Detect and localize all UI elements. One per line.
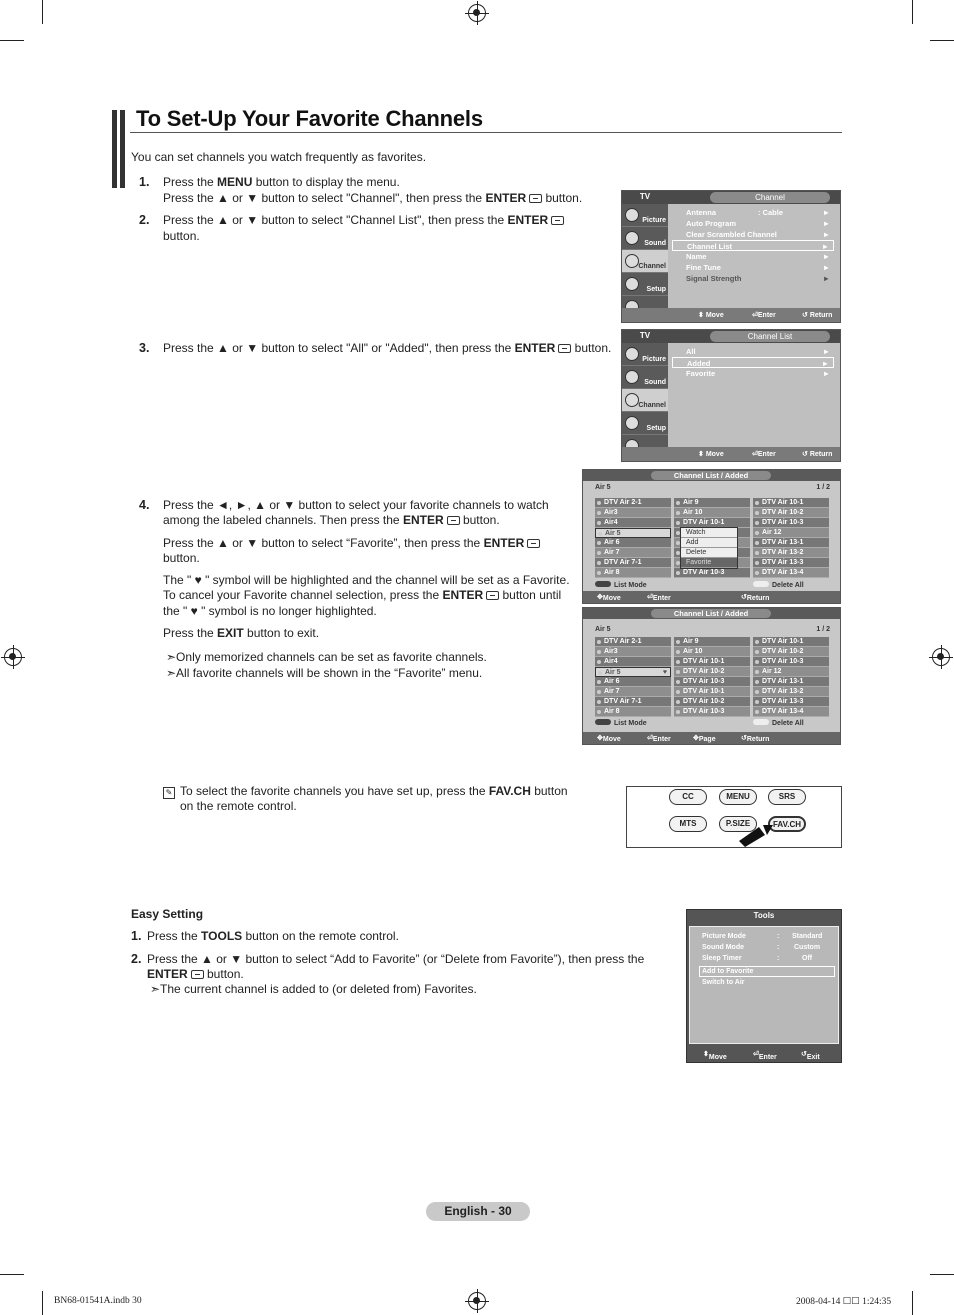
enter-hint: ⏎ Enter: [647, 594, 671, 602]
step-1-line-1: [163, 175, 400, 191]
key-label: TOOLS: [201, 929, 243, 943]
text: button: [530, 784, 568, 798]
item-value: Custom: [794, 944, 821, 951]
arrow-right-icon: ►: [822, 252, 830, 261]
menu-item-channel-list[interactable]: [672, 240, 834, 251]
channel-item[interactable]: DTV Air 7-1: [595, 558, 671, 568]
channel-item[interactable]: DTV Air 10-3: [753, 518, 829, 528]
item-label: Sleep Timer: [702, 955, 742, 962]
current-channel: Air 5: [595, 626, 611, 633]
key-label: ENTER: [485, 191, 527, 205]
step-4-para-3-line-3: the " ♥ " symbol is no longer highlighted.: [163, 604, 377, 618]
arrow-right-icon: ►: [822, 263, 830, 272]
channel-item[interactable]: Air3: [595, 508, 671, 518]
menu-sidebar: [622, 343, 668, 447]
item-label: All: [686, 347, 696, 356]
registration-mark-icon: [4, 648, 22, 666]
cc-button[interactable]: CC: [669, 789, 707, 805]
mts-button[interactable]: MTS: [669, 816, 707, 832]
return-hint: ↺ Return: [741, 594, 770, 602]
intro-text: You can set channels you watch frequently as favorites.: [131, 150, 427, 164]
channel-item[interactable]: DTV Air 13-3: [753, 558, 829, 568]
enter-icon: [529, 194, 542, 203]
sidebar-item-setup[interactable]: [622, 412, 668, 435]
page-indicator: 1 / 2: [816, 626, 830, 633]
channel-item[interactable]: DTV Air 10-3: [674, 707, 750, 717]
key-label: ENTER: [514, 341, 556, 355]
item-label: Add to Favorite: [702, 968, 754, 975]
move-hint: ⬍ Move: [703, 1051, 727, 1061]
hint-label: Move: [705, 451, 724, 458]
menu-button[interactable]: MENU: [719, 789, 757, 805]
move-hint: ✥ Move: [597, 594, 621, 602]
channel-item[interactable]: DTV Air 13-4: [753, 707, 829, 717]
pointer-arrow-icon: [735, 825, 775, 849]
enter-hint: ⏎ Enter: [753, 1051, 777, 1061]
key-label: ENTER: [442, 588, 484, 602]
setup-icon: [625, 416, 639, 430]
enter-icon: [191, 970, 204, 979]
item-label: Switch to Air: [702, 979, 745, 986]
list-subheader: [595, 484, 830, 491]
channel-item-selected[interactable]: [595, 667, 671, 677]
return-hint: ↺ Return: [741, 735, 770, 743]
list-title: Channel List / Added: [651, 609, 771, 618]
channel-icon: [625, 393, 639, 407]
title-bar-decoration: [120, 110, 125, 188]
hint-label: Delete All: [772, 720, 804, 727]
channel-list-menu-screen: [621, 329, 841, 462]
tools-item-add-to-favorite[interactable]: [699, 966, 835, 977]
registration-mark-icon: [932, 648, 950, 666]
tools-footer: [687, 1046, 841, 1062]
hint-label: Move: [602, 595, 621, 602]
item-separator: :: [777, 944, 780, 951]
menu-item-clear-scrambled[interactable]: [672, 229, 834, 240]
sidebar-label: Setup: [646, 286, 666, 293]
srs-button[interactable]: SRS: [768, 789, 806, 805]
button-pill-icon: [595, 581, 611, 587]
channel-item[interactable]: DTV Air 10-3: [753, 657, 829, 667]
text: button.: [542, 191, 583, 205]
channel-list-screen-favorite: [582, 607, 841, 745]
text: Press the ▲ or ▼ button to select “Favorite”, then press the: [163, 536, 484, 550]
hint-label: Delete All: [772, 582, 804, 589]
channel-column: [674, 637, 750, 717]
channel-icon: [625, 254, 639, 268]
button-pill-icon: [753, 581, 769, 587]
heart-icon: ♥: [662, 669, 667, 676]
channel-item[interactable]: Air4: [595, 657, 671, 667]
registration-mark-icon: [468, 1292, 486, 1310]
text: button on the remote control.: [242, 929, 399, 943]
item-value: : Cable: [758, 208, 784, 217]
arrow-right-icon: ►: [822, 230, 830, 239]
button-pill-icon: [753, 719, 769, 725]
list-footer: [583, 732, 840, 744]
channel-item[interactable]: Air 9: [674, 498, 750, 508]
arrow-right-icon: ►: [821, 359, 829, 368]
text: button until: [499, 588, 562, 602]
page-title: To Set-Up Your Favorite Channels: [136, 106, 483, 131]
step-number: 1.: [139, 175, 150, 189]
channel-item[interactable]: DTV Air 13-4: [753, 568, 829, 578]
text: button.: [459, 513, 500, 527]
menu-item-favorite[interactable]: [672, 368, 834, 379]
picture-icon: [625, 347, 639, 361]
channel-item[interactable]: Air4: [595, 518, 671, 528]
crop-mark: [0, 1274, 24, 1275]
footer-timestamp: 2008-04-14 ☐☐ 1:24:35: [796, 1297, 892, 1307]
easy-setting-heading: Easy Setting: [131, 907, 204, 921]
note-memorized: ➣Only memorized channels can be set as favorite channels.: [166, 650, 487, 664]
channel-column: [595, 498, 671, 578]
sound-icon: [625, 370, 639, 384]
channel-label: Air 5: [605, 669, 621, 676]
channel-item[interactable]: DTV Air 13-1: [753, 538, 829, 548]
channel-item[interactable]: DTV Air 7-1: [595, 697, 671, 707]
favch-button[interactable]: FAV.CH: [768, 816, 806, 832]
channel-item[interactable]: Air3: [595, 647, 671, 657]
text: among the labeled channels. Then press the: [163, 513, 403, 527]
sidebar-label: Channel: [638, 402, 666, 409]
menu-footer: [622, 308, 840, 322]
key-label: ENTER: [402, 513, 444, 527]
text: Press the: [147, 929, 202, 943]
sidebar-item-picture[interactable]: [622, 343, 668, 366]
arrow-right-icon: ►: [822, 369, 830, 378]
text: Press the: [163, 626, 218, 640]
tools-body: [689, 926, 839, 1044]
title-divider: [130, 132, 842, 133]
crop-mark: [42, 0, 43, 24]
hint-label: Return: [746, 736, 770, 743]
hint-label: Move: [602, 736, 621, 743]
easy-step-2-line-2: [147, 967, 244, 983]
sidebar-label: Channel: [638, 263, 666, 270]
easy-note: ➣The current channel is added to (or deleted from) Favorites.: [150, 982, 477, 996]
delete-all-hint: [753, 719, 804, 727]
list-mode-hint: [595, 719, 647, 727]
item-label: Auto Program: [686, 219, 737, 228]
setup-icon: [625, 277, 639, 291]
easy-step-1: [147, 929, 399, 945]
sidebar-item-setup[interactable]: [622, 273, 668, 296]
channel-item[interactable]: DTV Air 10-1: [674, 518, 750, 528]
list-header: [583, 470, 840, 481]
key-label: ENTER: [147, 967, 188, 981]
channel-item[interactable]: DTV Air 13-1: [753, 677, 829, 687]
note-favorite-menu: ➣All favorite channels will be shown in the “Favorite” menu.: [166, 666, 483, 680]
channel-column: [753, 637, 829, 717]
menu-title: Channel: [710, 192, 830, 203]
channel-column: [753, 498, 829, 578]
channel-item[interactable]: Air 7: [595, 548, 671, 558]
text: Press the ▲ or ▼ button to select "Channel", then press the: [163, 191, 486, 205]
key-label: MENU: [217, 175, 253, 189]
item-label: Picture Mode: [702, 933, 746, 940]
sidebar-label: Sound: [644, 379, 666, 386]
channel-item[interactable]: Air 10: [674, 647, 750, 657]
sidebar-item-channel[interactable]: [622, 250, 668, 273]
channel-item[interactable]: Air 8: [595, 568, 671, 578]
channel-item[interactable]: DTV Air 13-2: [753, 548, 829, 558]
remote-control-illustration: [626, 786, 842, 848]
sidebar-item-sound[interactable]: [622, 227, 668, 250]
menu-header: [622, 330, 840, 343]
key-label: ENTER: [483, 536, 525, 550]
exit-hint: ↺ Exit: [801, 1051, 820, 1061]
key-label: FAV.CH: [488, 784, 531, 798]
menu-item-added[interactable]: [672, 357, 834, 368]
text: Press the: [163, 175, 218, 189]
title-bar-decoration: [112, 110, 117, 188]
arrow-right-icon: ►: [822, 274, 830, 283]
hint-label: List Mode: [614, 582, 647, 589]
channel-item[interactable]: DTV Air 10-2: [753, 508, 829, 518]
enter-icon: [558, 344, 571, 353]
text: Press the ▲ or ▼ button to select "All" or "Added", then press the: [163, 341, 515, 355]
channel-item[interactable]: DTV Air 13-3: [753, 697, 829, 707]
return-hint: ↺ Return: [802, 312, 833, 319]
step-number: 1.: [131, 929, 142, 943]
sidebar-label: Setup: [646, 425, 666, 432]
item-value: Off: [802, 955, 813, 962]
button-pill-icon: [595, 719, 611, 725]
enter-icon: [551, 216, 564, 225]
sidebar-label: Picture: [642, 356, 666, 363]
menu-item-auto-program[interactable]: [672, 218, 834, 229]
crop-mark: [930, 1274, 954, 1275]
menu-items: [672, 207, 834, 284]
tv-label: TV: [639, 192, 651, 201]
move-hint: ✥ Move: [597, 735, 621, 743]
item-label: Channel List: [687, 242, 733, 251]
item-label: Fine Tune: [686, 263, 721, 272]
popup-item-favorite[interactable]: Favorite: [681, 558, 737, 568]
sidebar-item-sound[interactable]: [622, 366, 668, 389]
hint-label: Return: [809, 451, 833, 458]
menu-item-all[interactable]: [672, 346, 834, 357]
arrow-right-icon: ►: [822, 347, 830, 356]
enter-hint: ⏎Enter: [752, 312, 776, 319]
text: button to display the menu.: [252, 175, 400, 189]
text: button to exit.: [243, 626, 320, 640]
text: To select the favorite channels you have set up, press the: [180, 784, 489, 798]
sidebar-label: Picture: [642, 217, 666, 224]
channel-item[interactable]: DTV Air 10-3: [674, 677, 750, 687]
item-label: Clear Scrambled Channel: [686, 230, 777, 239]
hint-label: Return: [746, 595, 770, 602]
list-header: [583, 608, 840, 619]
enter-icon: [447, 516, 460, 525]
menu-sidebar: [622, 204, 668, 308]
channel-item[interactable]: Air 12: [753, 528, 829, 538]
favch-note-line-1: [180, 784, 568, 800]
step-number: 3.: [139, 341, 150, 355]
crop-mark: [42, 1291, 43, 1315]
hint-label: Enter: [652, 736, 671, 743]
item-label: Added: [687, 359, 711, 368]
crop-mark: [912, 0, 913, 24]
channel-item[interactable]: Air 8: [595, 707, 671, 717]
step-3-line: [163, 341, 611, 357]
hint-label: Enter: [757, 451, 776, 458]
hint-label: Exit: [806, 1054, 820, 1061]
text: button.: [203, 967, 244, 981]
item-separator: :: [777, 955, 780, 962]
channel-item[interactable]: Air 10: [674, 508, 750, 518]
text: To cancel your Favorite channel selection, press the: [163, 588, 443, 602]
item-label: Signal Strength: [686, 274, 742, 283]
step-1-line-2: [163, 191, 582, 207]
easy-step-2-line-1: Press the ▲ or ▼ button to select “Add to Favorite” (or “Delete from Favorite”), then press the: [147, 952, 645, 966]
channel-item[interactable]: DTV Air 2-1: [595, 637, 671, 647]
channel-item[interactable]: Air 9: [674, 637, 750, 647]
channel-item-selected[interactable]: Air 5: [595, 528, 671, 538]
step-4-para-3-line-1: The " ♥ " symbol will be highlighted and the channel will be set as a Favorite.: [163, 573, 570, 587]
channel-item[interactable]: DTV Air 10-3: [674, 568, 750, 578]
hint-label: Enter: [652, 595, 671, 602]
sidebar-item-channel[interactable]: [622, 389, 668, 412]
item-label: Antenna: [686, 208, 716, 217]
item-label: Favorite: [686, 369, 716, 378]
channel-item[interactable]: Air 12: [753, 667, 829, 677]
popup-item-watch[interactable]: Watch: [681, 528, 737, 538]
note-icon: ✎: [163, 787, 175, 799]
page-hint: ✥ Page: [693, 735, 716, 743]
footer-file-info: BN68-01541A.indb 30: [54, 1296, 142, 1306]
delete-all-hint: [753, 581, 804, 589]
channel-item[interactable]: DTV Air 10-2: [753, 647, 829, 657]
step-2-line-2: button.: [163, 229, 200, 243]
return-hint: ↺ Return: [802, 451, 833, 458]
list-mode-hint: [595, 581, 647, 589]
enter-hint: ⏎ Enter: [647, 735, 671, 743]
tools-menu-screen: [686, 909, 842, 1063]
step-4-para-2-line-2: button.: [163, 551, 200, 565]
hint-label: Move: [708, 1054, 727, 1061]
channel-options-popup: [680, 527, 738, 569]
current-channel: Air 5: [595, 484, 611, 491]
move-hint: ⬍ Move: [698, 312, 724, 319]
crop-mark: [912, 1291, 913, 1315]
crop-mark: [0, 40, 24, 41]
page-indicator: 1 / 2: [816, 484, 830, 491]
menu-item-signal-strength[interactable]: [672, 273, 834, 284]
arrow-right-icon: ►: [822, 219, 830, 228]
list-subheader: [595, 626, 830, 633]
popup-item-delete[interactable]: Delete: [681, 548, 737, 558]
hint-label: Move: [705, 312, 724, 319]
hint-label: Enter: [758, 1054, 777, 1061]
sound-icon: [625, 231, 639, 245]
channel-menu-screen: [621, 190, 841, 323]
menu-item-antenna[interactable]: [672, 207, 834, 218]
step-4-para-1-line-1: Press the ◄, ►, ▲ or ▼ button to select your favorite channels to watch: [163, 498, 549, 512]
hint-label: List Mode: [614, 720, 647, 727]
channel-item[interactable]: DTV Air 10-2: [674, 697, 750, 707]
step-number: 4.: [139, 498, 150, 512]
hint-label: Enter: [757, 312, 776, 319]
move-hint: ⬍ Move: [698, 451, 724, 458]
enter-icon: [486, 591, 499, 600]
list-footer: [583, 591, 840, 603]
channel-item[interactable]: DTV Air 13-2: [753, 687, 829, 697]
item-label: Sound Mode: [702, 944, 744, 951]
menu-title: Channel List: [710, 331, 830, 342]
item-value: Standard: [792, 933, 823, 940]
picture-icon: [625, 208, 639, 222]
text: button.: [571, 341, 612, 355]
key-label: ENTER: [507, 213, 549, 227]
tv-label: TV: [639, 331, 651, 340]
enter-icon: [527, 539, 540, 548]
channel-item[interactable]: DTV Air 10-1: [753, 637, 829, 647]
channel-column: [595, 637, 671, 717]
hint-label: Return: [809, 312, 833, 319]
channel-list-screen-popup: [582, 469, 841, 604]
menu-footer: [622, 447, 840, 461]
key-label: EXIT: [217, 626, 244, 640]
sidebar-label: Sound: [644, 240, 666, 247]
item-separator: :: [777, 933, 780, 940]
menu-item-name[interactable]: [672, 251, 834, 262]
menu-header: [622, 191, 840, 204]
list-title: Channel List / Added: [651, 471, 771, 480]
step-number: 2.: [139, 213, 150, 227]
step-4-para-2-line-1: [163, 536, 540, 552]
crop-mark: [930, 40, 954, 41]
step-number: 2.: [131, 952, 142, 966]
text: Press the ▲ or ▼ button to select "Channel List", then press the: [163, 213, 508, 227]
registration-mark-icon: [468, 4, 486, 22]
psize-button[interactable]: P.SIZE: [719, 816, 757, 832]
page-number-badge: English - 30: [426, 1202, 530, 1221]
channel-item[interactable]: DTV Air 10-2: [674, 667, 750, 677]
channel-item[interactable]: DTV Air 2-1: [595, 498, 671, 508]
channel-item[interactable]: DTV Air 10-1: [674, 657, 750, 667]
channel-item[interactable]: Air 6: [595, 538, 671, 548]
channel-item[interactable]: Air 7: [595, 687, 671, 697]
channel-item[interactable]: DTV Air 10-1: [753, 498, 829, 508]
arrow-right-icon: ►: [822, 208, 830, 217]
hint-label: Page: [698, 736, 716, 743]
channel-item[interactable]: DTV Air 10-1: [674, 687, 750, 697]
arrow-right-icon: ►: [821, 242, 829, 251]
item-label: Name: [686, 252, 707, 261]
step-4-para-1-line-2: [163, 513, 500, 529]
popup-item-add[interactable]: Add: [681, 538, 737, 548]
tools-title: Tools: [753, 911, 775, 920]
menu-item-fine-tune[interactable]: [672, 262, 834, 273]
favch-note-line-2: on the remote control.: [180, 799, 297, 813]
channel-item[interactable]: Air 6: [595, 677, 671, 687]
menu-items: [672, 346, 834, 379]
step-2-line-1: [163, 213, 564, 229]
step-4-para-3-line-2: [163, 588, 561, 604]
enter-hint: ⏎Enter: [752, 451, 776, 458]
sidebar-item-picture[interactable]: [622, 204, 668, 227]
step-4-para-4: [163, 626, 319, 642]
